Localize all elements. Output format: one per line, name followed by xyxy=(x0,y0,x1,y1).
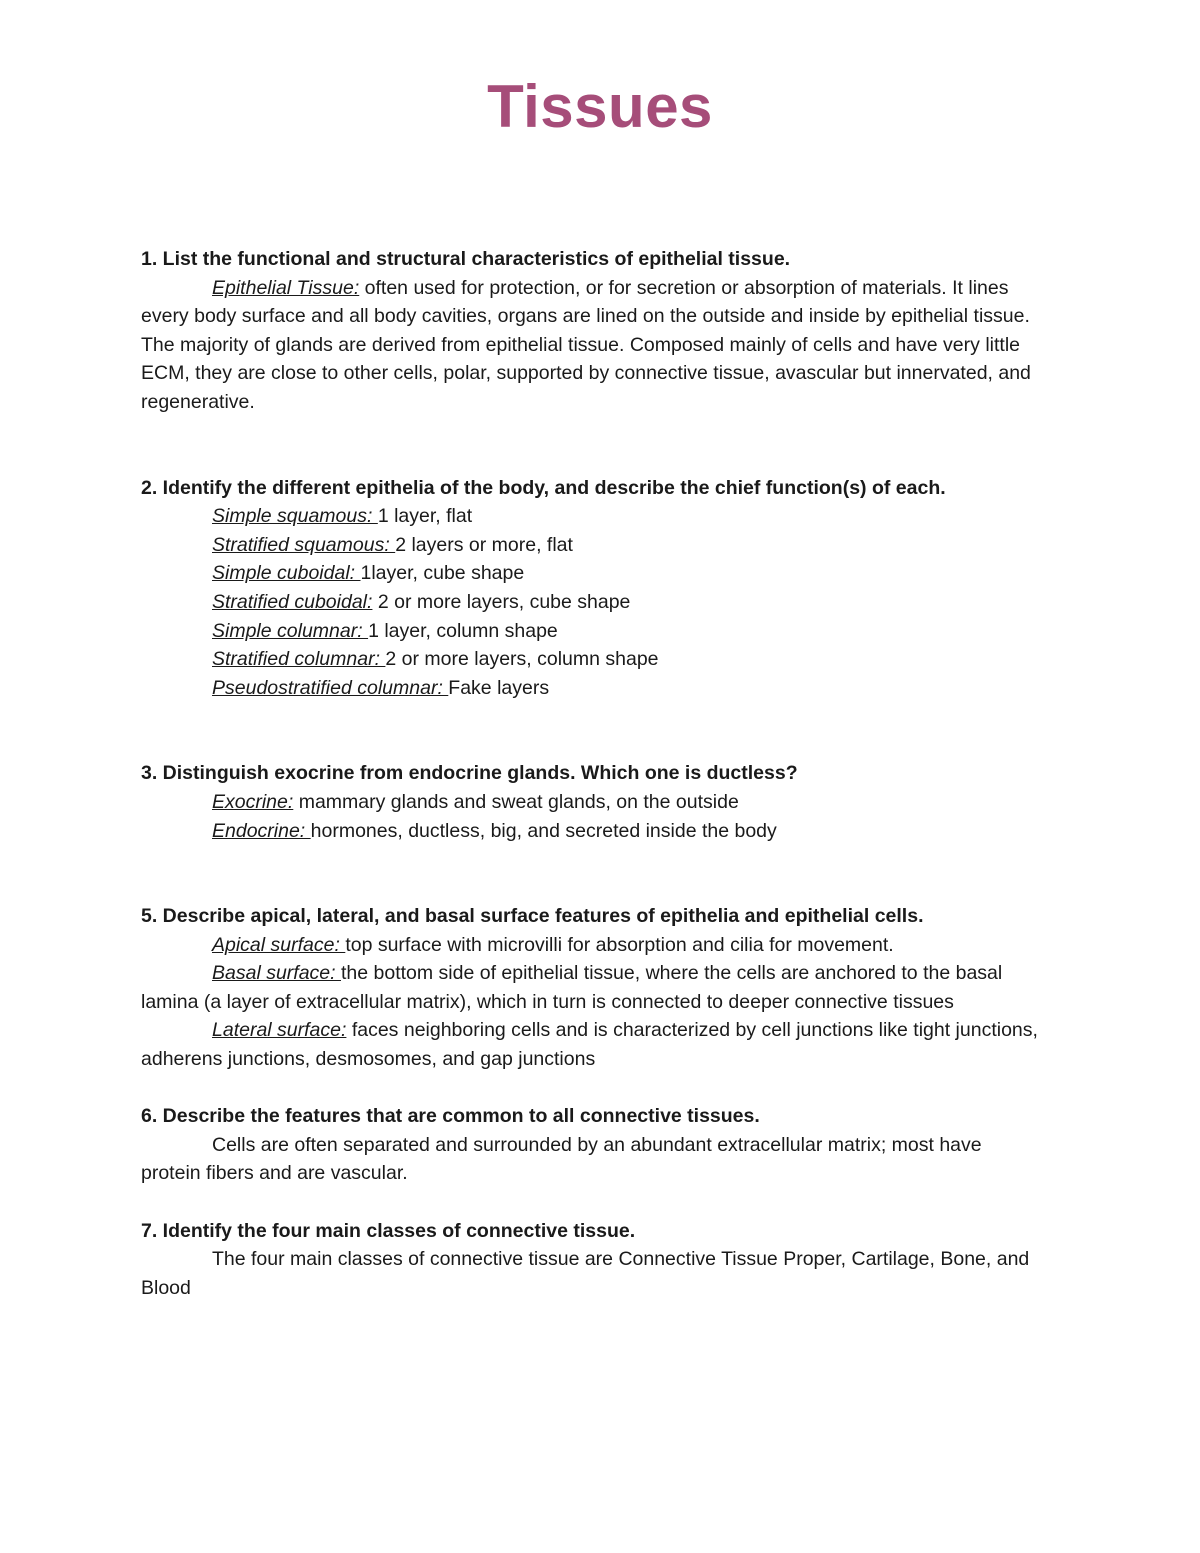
answer-1-text: often used for protection, or for secretion or absorption of materials. It lines every body surface and all body cavities, organs are lined on the outside and inside by epithelial tissue. The majority of glands are derived from epithelial tissue. Composed mainly of cells and have very little ECM, they are close to other cells, polar, supported by connective tissue, avascular but innervated, and regenerative. xyxy=(141,276,1031,413)
definition: 2 or more layers, column shape xyxy=(385,648,659,671)
list-item xyxy=(141,788,1041,817)
term: Simple columnar: xyxy=(212,619,369,642)
question-5: 5. Describe apical, lateral, and basal surface features of epithelia and epithelial cells. xyxy=(141,905,924,928)
list-item xyxy=(141,674,1041,703)
term: Stratified squamous: xyxy=(212,533,396,556)
answer-6: Cells are often separated and surrounded by an abundant extracellular matrix; most have protein fibers and are vascular. xyxy=(141,1133,982,1185)
question-7: 7. Identify the four main classes of connective tissue. xyxy=(141,1219,636,1242)
list-item xyxy=(141,959,1041,1016)
definition: faces neighboring cells and is characterized by cell junctions like tight junctions, adherens junctions, desmosomes, and gap junctions xyxy=(141,1019,1038,1071)
term: Exocrine: xyxy=(212,790,294,813)
question-2: 2. Identify the different epithelia of the body, and describe the chief function(s) of each. xyxy=(141,476,946,499)
definition: 2 or more layers, cube shape xyxy=(372,590,631,613)
list-item xyxy=(141,617,1041,646)
term-epithelial-tissue: Epithelial Tissue: xyxy=(212,276,360,299)
term: Basal surface: xyxy=(212,962,341,985)
term: Lateral surface: xyxy=(212,1019,347,1042)
question-6: 6. Describe the features that are common to all connective tissues. xyxy=(141,1105,760,1128)
definition: the bottom side of epithelial tissue, where the cells are anchored to the basal lamina (a layer of extracellular matrix), which in turn is connected to deeper connective tissues xyxy=(141,962,1003,1013)
term: Simple cuboidal: xyxy=(212,562,361,585)
document-body xyxy=(141,245,1041,1302)
question-1: 1. List the functional and structural characteristics of epithelial tissue. xyxy=(141,248,791,270)
list-item xyxy=(141,931,1041,960)
definition: 1layer, cube shape xyxy=(360,562,525,585)
term: Stratified columnar: xyxy=(212,648,386,671)
list-item xyxy=(141,531,1041,560)
list-item xyxy=(141,817,1041,846)
definition: 1 layer, flat xyxy=(377,505,473,528)
page-title: Tissues xyxy=(487,73,713,140)
definition: hormones, ductless, big, and secreted inside the body xyxy=(310,819,777,842)
term: Endocrine: xyxy=(212,819,311,842)
definition: Fake layers xyxy=(448,676,550,699)
answer-7: The four main classes of connective tissue are Connective Tissue Proper, Cartilage, Bone, and Blood xyxy=(141,1248,1030,1299)
list-item xyxy=(141,559,1041,588)
definition: mammary glands and sweat glands, on the outside xyxy=(293,790,739,813)
question-3: 3. Distinguish exocrine from endocrine glands. Which one is ductless? xyxy=(141,762,798,785)
term: Simple squamous: xyxy=(212,505,378,528)
term: Pseudostratified columnar: xyxy=(212,676,449,699)
list-item xyxy=(141,502,1041,531)
definition: 1 layer, column shape xyxy=(368,619,558,642)
definition: 2 layers or more, flat xyxy=(395,533,573,556)
term: Stratified cuboidal: xyxy=(212,590,373,613)
definition: top surface with microvilli for absorption and cilia for movement. xyxy=(345,933,894,956)
list-item xyxy=(141,645,1041,674)
term: Apical surface: xyxy=(212,933,346,956)
list-item xyxy=(141,1016,1041,1073)
list-item xyxy=(141,588,1041,617)
answer-1 xyxy=(141,274,1041,417)
